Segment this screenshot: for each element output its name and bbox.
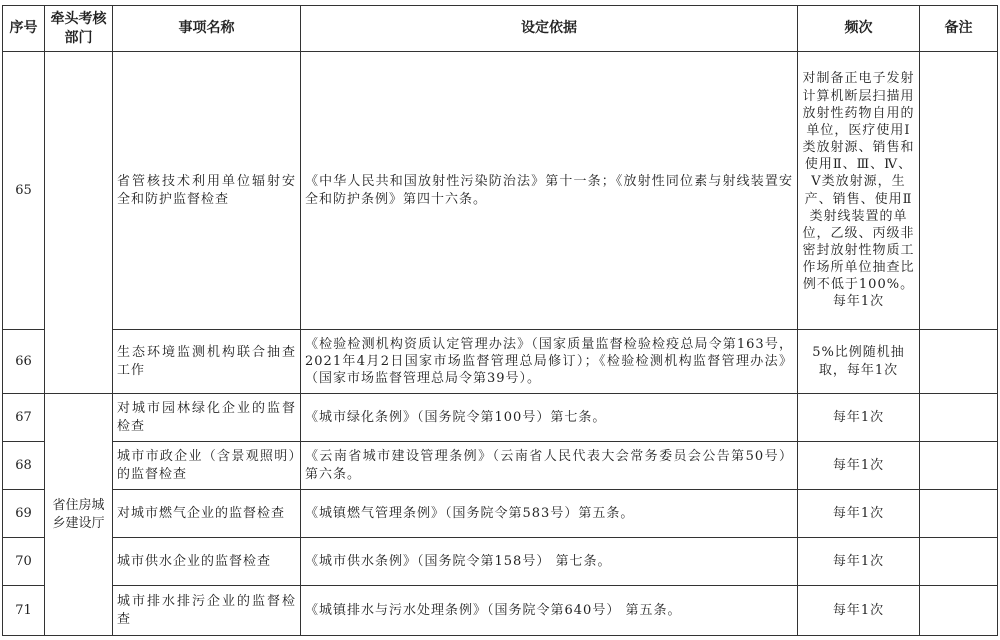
item-basis: 《城镇燃气管理条例》（国务院令第583号）第五条。: [301, 490, 798, 538]
item-name: 省管核技术利用单位辐射安全和防护监督检查: [113, 52, 301, 330]
inspection-table: [2, 5, 998, 636]
item-name: 对城市燃气企业的监督检查: [113, 490, 301, 538]
item-basis: 《检验检测机构资质认定管理办法》（国家质量监督检验检疫总局令第163号，2021年4月2日国家市场监督管理总局修订）；《检验检测机构监督管理办法》（国家市场监督管理总局令第39号）。: [301, 330, 798, 394]
table-row: [3, 52, 998, 330]
row-number: 66: [3, 330, 45, 394]
row-number: 70: [3, 538, 45, 586]
item-frequency: 每年1次: [798, 394, 920, 442]
item-frequency: 5%比例随机抽取，每年1次: [798, 330, 920, 394]
item-basis: 《云南省城市建设管理条例》（云南省人民代表大会常务委员会公告第50号）第六条。: [301, 442, 798, 490]
item-basis: 《中华人民共和国放射性污染防治法》第十一条；《放射性同位素与射线装置安全和防护条例》第四十六条。: [301, 52, 798, 330]
item-note: [920, 586, 998, 636]
table-row: [3, 330, 998, 394]
table-row: [3, 442, 998, 490]
item-note: [920, 52, 998, 330]
table-row: [3, 394, 998, 442]
item-name: 对城市园林绿化企业的监督检查: [113, 394, 301, 442]
header-freq: 频次: [798, 6, 920, 52]
header-name: 事项名称: [113, 6, 301, 52]
header-seq: 序号: [3, 6, 45, 52]
item-frequency: 每年1次: [798, 538, 920, 586]
row-number: 68: [3, 442, 45, 490]
item-frequency: 对制备正电子发射计算机断层扫描用放射性药物自用的单位，医疗使用Ⅰ类放射源、销售和使用Ⅱ、Ⅲ、Ⅳ、Ⅴ类放射源，生产、销售、使用Ⅱ类射线装置的单位，乙级、丙级非密封放射性物质工作场所单位抽查比例不低于100%。每年1次: [798, 52, 920, 330]
header-dept: 牵头考核部门: [45, 6, 113, 52]
item-note: [920, 538, 998, 586]
dept-housing: 省住房城乡建设厅: [45, 394, 113, 636]
row-number: 71: [3, 586, 45, 636]
item-basis: 《城市绿化条例》（国务院令第100号）第七条。: [301, 394, 798, 442]
item-frequency: 每年1次: [798, 490, 920, 538]
item-name: 城市市政企业（含景观照明）的监督检查: [113, 442, 301, 490]
dept-cell-empty: [45, 52, 113, 394]
table-row: [3, 586, 998, 636]
item-note: [920, 442, 998, 490]
item-frequency: 每年1次: [798, 442, 920, 490]
item-note: [920, 330, 998, 394]
item-frequency: 每年1次: [798, 586, 920, 636]
item-note: [920, 394, 998, 442]
item-note: [920, 490, 998, 538]
table-row: [3, 538, 998, 586]
header-note: 备注: [920, 6, 998, 52]
row-number: 69: [3, 490, 45, 538]
header-row: [3, 6, 998, 52]
item-basis: 《城市供水条例》（国务院令第158号） 第七条。: [301, 538, 798, 586]
row-number: 65: [3, 52, 45, 330]
row-number: 67: [3, 394, 45, 442]
item-name: 城市供水企业的监督检查: [113, 538, 301, 586]
table-row: [3, 490, 998, 538]
item-name: 生态环境监测机构联合抽查工作: [113, 330, 301, 394]
header-basis: 设定依据: [301, 6, 798, 52]
item-name: 城市排水排污企业的监督检查: [113, 586, 301, 636]
item-basis: 《城镇排水与污水处理条例》（国务院令第640号） 第五条。: [301, 586, 798, 636]
